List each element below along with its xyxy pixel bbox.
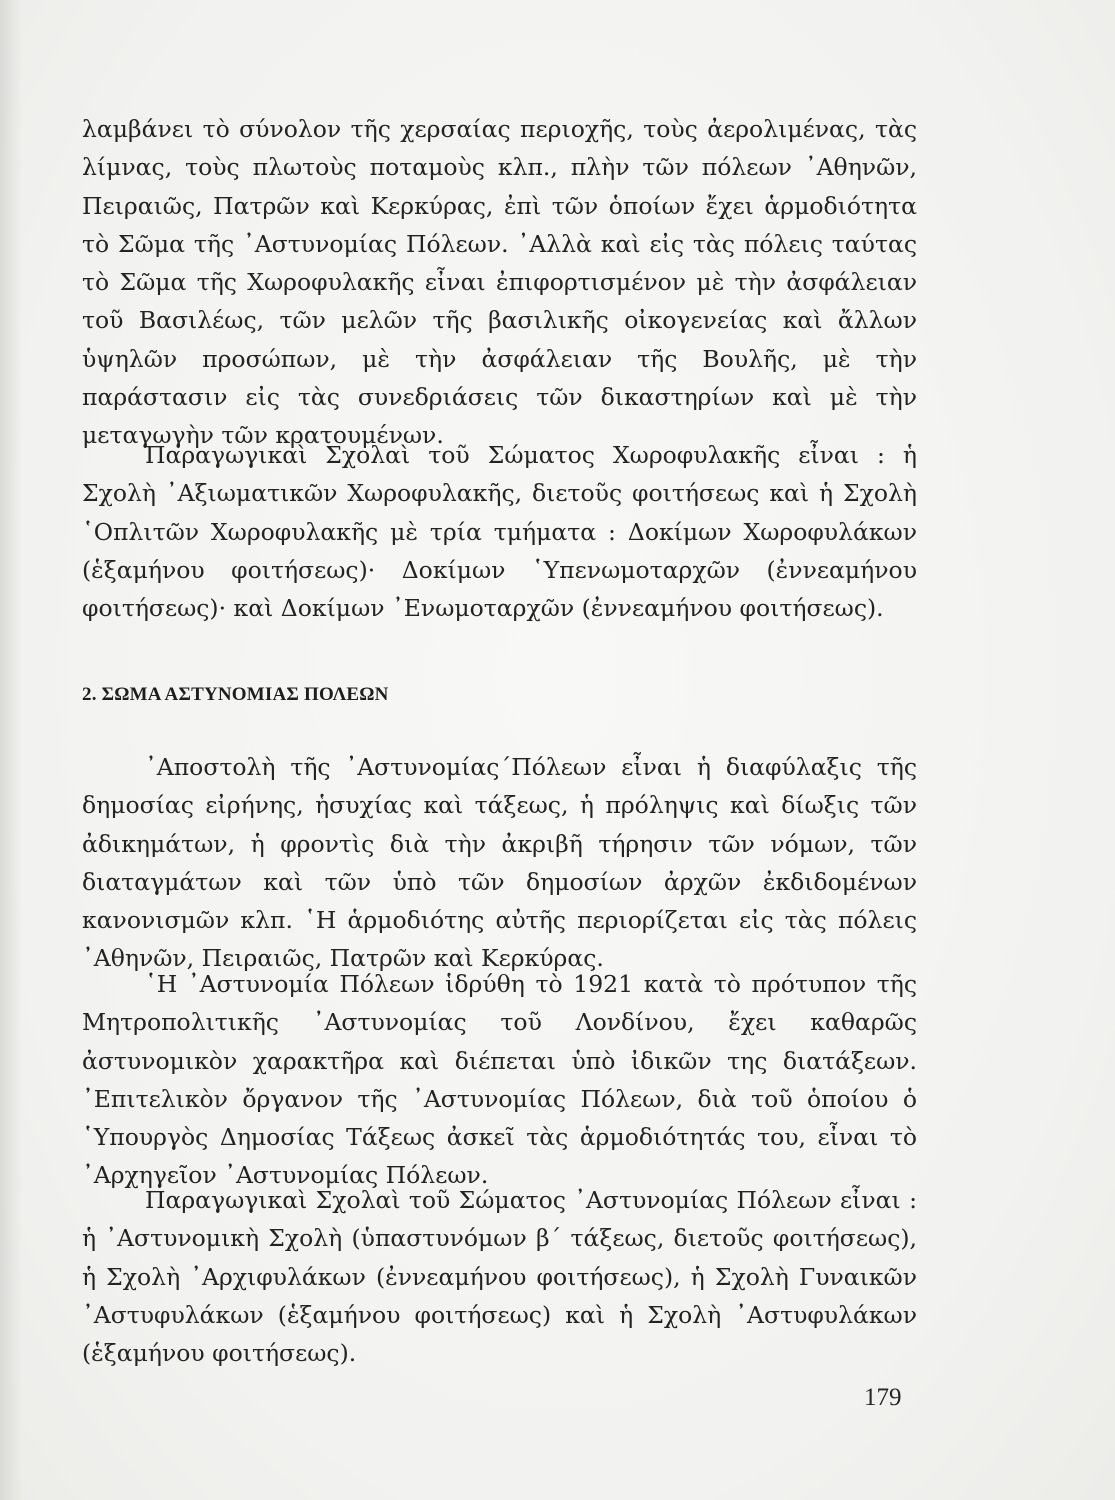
paragraph-gendarmerie-schools: Παραγωγικαὶ Σχολαὶ τοῦ Σώματος Χωροφυλακῆς εἶναι : ἡ Σχολὴ ᾿Αξιωματικῶν Χωροφυλακῆς, διετοῦς φοιτήσεως καὶ ἡ Σχολὴ ῾Οπλιτῶν Χωροφυλακῆς μὲ τρία τμήματα : Δοκίμων Χωροφυλάκων (ἑξαμήνου φοιτήσεως)· Δοκίμων ῾Υπενωμοταρχῶν (ἐννεαμήνου φοιτήσεως)· καὶ Δοκίμων ᾿Ενωμοταρχῶν (ἐννεαμήνου φοιτήσεως). [82, 441, 917, 623]
paragraph-city-police-mission: ᾿Αποστολὴ τῆς ᾿Αστυνομίας΄Πόλεων εἶναι ἡ διαφύλαξις τῆς δημοσίας εἰρήνης, ἡσυχίας καὶ τάξεως, ἡ πρόληψις καὶ δίωξις τῶν ἀδικημάτων, ἡ φροντὶς διὰ τὴν ἀκριβῆ τήρησιν τῶν νόμων, τῶν διαταγμάτων καὶ τῶν ὑπὸ τῶν δημοσίων ἀρχῶν ἐκδιδομένων κανονισμῶν κλπ. ῾Η ἁρμοδιότης αὐτῆς περιορίζεται εἰς τὰς πόλεις ᾿Αθηνῶν, Πειραιῶς, Πατρῶν καὶ Κερκύρας. [82, 753, 917, 973]
paragraph-city-police-schools: Παραγωγικαὶ Σχολαὶ τοῦ Σώματος ᾿Αστυνομίας Πόλεων εἶναι : ἡ ᾿Αστυνομικὴ Σχολὴ (ὑπαστυνόμων β΄ τάξεως, διετοῦς φοιτήσεως), ἡ Σχολὴ ᾿Αρχιφυλάκων (ἐννεαμήνου φοιτήσεως), ἡ Σχολὴ Γυναικῶν ᾿Αστυφυλάκων (ἑξαμήνου φοιτήσεως) καὶ ἡ Σχολὴ ᾿Αστυφυλάκων (ἑξαμήνου φοιτήσεως). [82, 1186, 917, 1368]
page-number: 179 [864, 1384, 902, 1411]
paragraph-city-police-history: ῾Η ᾿Αστυνομία Πόλεων ἱδρύθη τὸ 1921 κατὰ τὸ πρότυπον τῆς Μητροπολιτικῆς ᾿Αστυνομίας τοῦ Λονδίνου, ἔχει καθαρῶς ἀστυνομικὸν χαρακτῆρα καὶ διέπεται ὑπὸ ἰδικῶν της διατάξεων. ᾿Επιτελικὸν ὄργανον τῆς ᾿Αστυνομίας Πόλεων, διὰ τοῦ ὁποίου ὁ ῾Υπουργὸς Δημοσίας Τάξεως ἀσκεῖ τὰς ἁρμοδιότητάς του, εἶναι τὸ ᾿Αρχηγεῖον ᾿Αστυνομίας Πόλεων. [82, 970, 917, 1190]
section-heading: 2. ΣΩΜΑ ΑΣΤΥΝΟΜΙΑΣ ΠΟΛΕΩΝ [82, 684, 389, 705]
page-gutter-shadow [0, 0, 22, 1500]
paragraph-gendarmerie-jurisdiction: λαμβάνει τὸ σύνολον τῆς χερσαίας περιοχῆς, τοὺς ἀερολιμένας, τὰς λίμνας, τοὺς πλωτοὺς ποταμοὺς κλπ., πλὴν τῶν πόλεων ᾿Αθηνῶν, Πειραιῶς, Πατρῶν καὶ Κερκύρας, ἐπὶ τῶν ὁποίων ἔχει ἁρμοδιότητα τὸ Σῶμα τῆς ᾿Αστυνομίας Πόλεων. ᾿Αλλὰ καὶ εἰς τὰς πόλεις ταύτας τὸ Σῶμα τῆς Χωροφυλακῆς εἶναι ἐπιφορτισμένον μὲ τὴν ἀσφάλειαν τοῦ Βασιλέως, τῶν μελῶν τῆς βασιλικῆς οἰκογενείας καὶ ἄλλων ὑψηλῶν προσώπων, μὲ τὴν ἀσφάλειαν τῆς Βουλῆς, μὲ τὴν παράστασιν εἰς τὰς συνεδριάσεις τῶν δικαστηρίων καὶ μὲ τὴν μεταγωγὴν τῶν κρατουμένων. [82, 115, 917, 450]
